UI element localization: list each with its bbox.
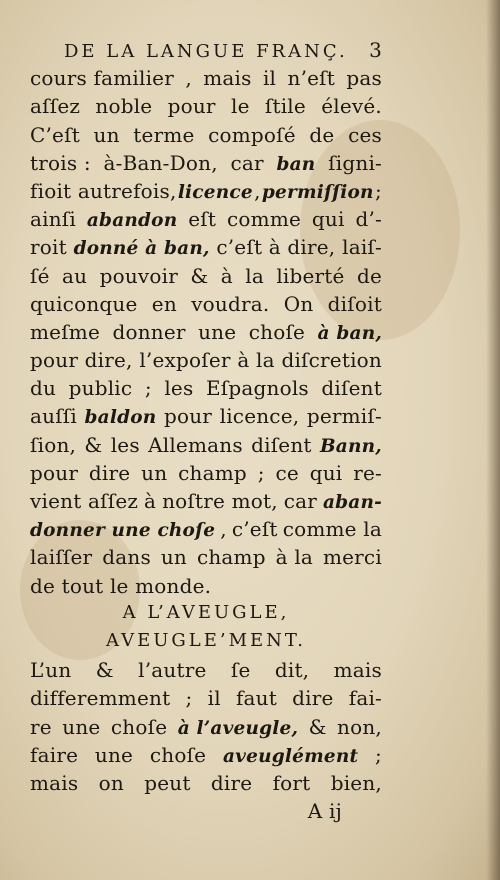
word: fort xyxy=(272,770,311,795)
word: un xyxy=(141,460,168,485)
word: choſe xyxy=(248,319,306,344)
word: diſent xyxy=(321,376,382,401)
word: l’expoſer xyxy=(139,348,231,373)
word: dire xyxy=(88,460,131,485)
word: differemment xyxy=(30,686,171,711)
word: de xyxy=(356,263,382,288)
word: champ xyxy=(178,460,247,485)
word: ſe xyxy=(230,658,251,683)
word: aſſez xyxy=(30,94,81,119)
word: choſe xyxy=(149,742,207,767)
running-title: DE LA LANGUE FRANÇ. xyxy=(64,41,348,62)
word: pour xyxy=(163,404,213,429)
word: liberté xyxy=(276,263,345,288)
word: abandon xyxy=(86,210,178,232)
word: On xyxy=(283,291,314,316)
word: & xyxy=(190,263,209,288)
word: ; xyxy=(144,376,152,401)
text-line xyxy=(30,461,382,489)
entry-heading xyxy=(30,602,382,630)
text-line xyxy=(30,771,382,799)
word: & xyxy=(95,658,114,683)
word: n’eſt xyxy=(287,66,335,91)
word: aveuglément xyxy=(223,745,359,767)
word: donner xyxy=(112,319,186,344)
word: re- xyxy=(353,460,382,485)
word: fioit autrefois, xyxy=(30,178,177,203)
word: ſé xyxy=(30,263,50,288)
word: merci xyxy=(322,545,382,570)
text-line xyxy=(30,207,382,235)
word: donné à ban, xyxy=(73,238,210,260)
text-line xyxy=(30,348,382,376)
word: permiſ- xyxy=(306,404,382,429)
text-line xyxy=(30,517,382,545)
word: quiconque xyxy=(30,291,138,316)
word: à la xyxy=(237,348,275,373)
word: dire xyxy=(210,770,253,795)
word: , xyxy=(254,178,261,203)
word: diſoit xyxy=(327,291,382,316)
word: c’eſt à dire, xyxy=(216,235,336,260)
word: dans xyxy=(102,545,151,570)
word: ; xyxy=(185,686,193,711)
text-line xyxy=(30,743,382,771)
entry-paragraph xyxy=(30,658,382,799)
word: noble xyxy=(95,94,153,119)
word: diſcretion xyxy=(281,348,382,373)
text-line xyxy=(30,545,382,573)
text-line xyxy=(30,151,382,179)
word: licence xyxy=(177,181,253,203)
word: ce xyxy=(275,460,299,485)
word: pas xyxy=(346,66,382,91)
word: compoſé xyxy=(208,122,296,147)
word: on xyxy=(98,770,124,795)
word: ; xyxy=(257,460,265,485)
word: élevé. xyxy=(321,94,382,119)
word: , xyxy=(185,66,192,91)
word: d’- xyxy=(355,207,382,232)
word: & xyxy=(84,432,103,457)
word: à la xyxy=(275,545,314,570)
word: en xyxy=(151,291,177,316)
text-line xyxy=(30,658,382,686)
word: mais xyxy=(203,66,252,91)
word: re xyxy=(30,714,52,739)
text-line xyxy=(30,123,382,151)
word: public xyxy=(68,376,133,401)
text-line xyxy=(30,489,382,517)
word: eſt xyxy=(188,207,217,232)
word: du xyxy=(30,376,57,401)
text-line xyxy=(30,66,382,94)
word: de tout le monde. xyxy=(30,573,212,598)
word: c’eſt xyxy=(231,517,278,542)
word: auſſi xyxy=(30,404,78,429)
text-line xyxy=(30,715,382,743)
word: cours familier xyxy=(30,66,174,91)
word: Bann, xyxy=(319,435,382,457)
word: une xyxy=(198,319,237,344)
word: à xyxy=(144,489,157,513)
word: baldon xyxy=(84,407,157,429)
word: ſtile xyxy=(264,94,306,119)
text-line xyxy=(30,320,382,348)
word: à-Ban-Don, xyxy=(103,150,218,175)
word: meſme xyxy=(30,319,101,344)
word: fai- xyxy=(348,686,382,711)
word: C’eſt xyxy=(30,122,80,147)
word: un xyxy=(160,545,188,570)
text-line xyxy=(30,179,382,207)
text-line xyxy=(30,292,382,320)
entry-heading-line2: AVEUGLE’MENT. xyxy=(105,629,306,651)
word: dire xyxy=(292,686,334,711)
word: ces xyxy=(348,122,382,147)
word: & xyxy=(308,714,327,739)
text-line xyxy=(30,574,382,602)
word: les xyxy=(110,432,140,457)
word: ; xyxy=(375,178,382,203)
word: aban- xyxy=(322,492,382,513)
word: à l’aveugle, xyxy=(177,717,299,739)
word: L’un xyxy=(30,658,72,683)
signature-mark: A ij xyxy=(307,799,342,824)
body-paragraph xyxy=(30,66,382,602)
word: qui xyxy=(309,460,343,485)
text-line xyxy=(30,264,382,292)
word: comme xyxy=(227,207,302,232)
text-line xyxy=(30,433,382,461)
word: voudra. xyxy=(191,291,270,316)
word: le xyxy=(230,94,250,119)
word: Allemans xyxy=(148,432,243,457)
word: choſe xyxy=(110,714,168,739)
running-header xyxy=(30,38,382,66)
word: peut xyxy=(144,770,191,795)
word: dit, xyxy=(274,658,310,683)
word: ſion, xyxy=(30,432,77,457)
word: laiſ- xyxy=(342,235,382,260)
word: de xyxy=(309,122,335,147)
word: qui xyxy=(311,207,345,232)
word: trois : xyxy=(30,150,91,175)
word: Eſpagnols xyxy=(205,376,309,401)
page-gutter-shadow xyxy=(486,0,500,880)
word: au xyxy=(62,263,88,288)
entry-heading xyxy=(30,630,382,658)
word: licence, xyxy=(219,404,300,429)
word: car xyxy=(283,489,318,513)
word: pour xyxy=(167,94,216,119)
word: l’autre xyxy=(138,658,207,683)
word: vient aſſez xyxy=(30,489,139,513)
word: mais xyxy=(30,770,79,795)
word: à ban, xyxy=(317,322,382,344)
signature-line xyxy=(30,799,382,827)
word: comme la xyxy=(282,517,382,542)
word: terme xyxy=(133,122,195,147)
word: permiſſion xyxy=(261,181,374,203)
word: les xyxy=(164,376,194,401)
word: bien, xyxy=(330,770,382,795)
word: non, xyxy=(337,714,382,739)
word: ainſi xyxy=(30,207,76,232)
page-number: 3 xyxy=(369,38,382,62)
word: laiſſer xyxy=(30,545,93,570)
text-line xyxy=(30,686,382,714)
word: une xyxy=(94,742,134,767)
word: faire xyxy=(30,742,79,767)
word: ſigni- xyxy=(328,150,382,175)
word: car xyxy=(230,150,264,175)
text-line xyxy=(30,94,382,122)
word: mais xyxy=(333,658,382,683)
word: diſent xyxy=(251,432,312,457)
word: la xyxy=(245,263,264,288)
word: noſtre mot, xyxy=(162,489,278,513)
word: pouvoir xyxy=(99,263,178,288)
word: pour xyxy=(30,460,79,485)
word: , xyxy=(220,517,227,542)
word: il xyxy=(207,686,221,711)
word: roit xyxy=(30,235,67,260)
word: faut xyxy=(235,686,277,711)
text-line xyxy=(30,235,382,263)
entry-heading-line1: A L’AVEUGLE, xyxy=(122,601,290,623)
word: il xyxy=(262,66,277,91)
text-line xyxy=(30,376,382,404)
word: ban xyxy=(276,153,316,175)
word: un xyxy=(93,122,120,147)
word: donner une choſe xyxy=(30,520,216,542)
text-block xyxy=(30,38,382,827)
text-line xyxy=(30,404,382,432)
word: ; xyxy=(375,742,382,767)
word: à xyxy=(220,263,233,288)
word: une xyxy=(62,714,101,739)
word: pour dire, xyxy=(30,348,133,373)
word: champ xyxy=(196,545,266,570)
